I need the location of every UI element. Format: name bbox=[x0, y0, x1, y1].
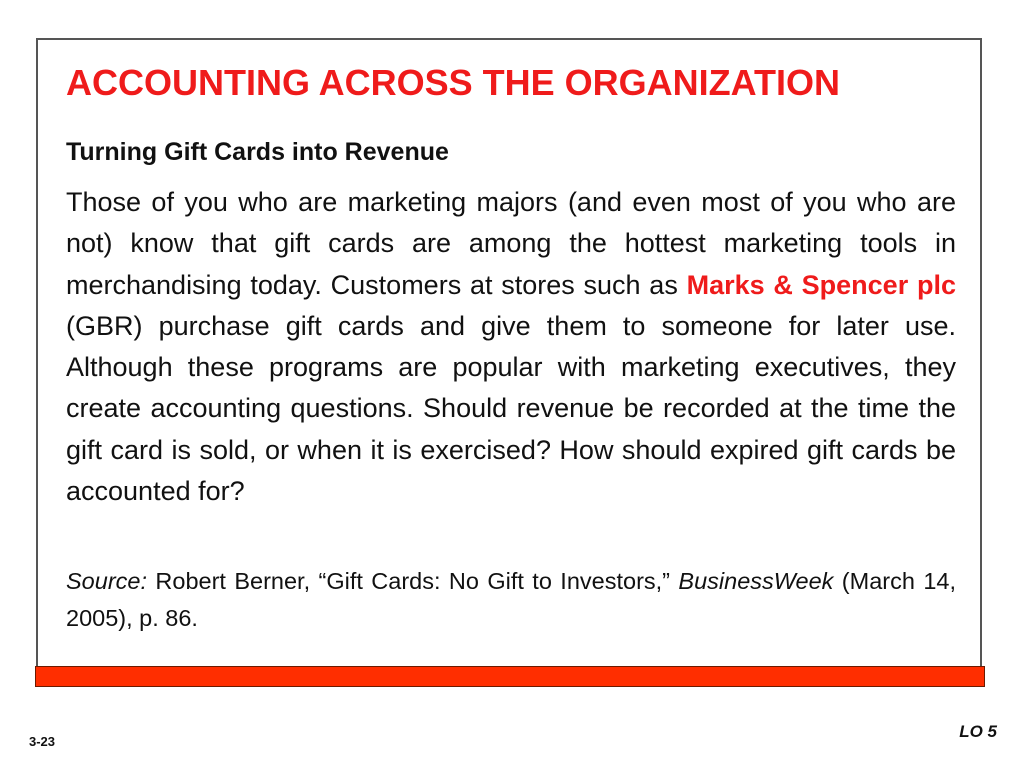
learning-objective-label: LO 5 bbox=[959, 722, 997, 741]
source-citation bbox=[66, 563, 956, 637]
source-label: Source: bbox=[66, 568, 147, 594]
page-number: 3-23 bbox=[29, 734, 56, 749]
source-citation-text: Robert Berner, “Gift Cards: No Gift to Investors,” bbox=[147, 568, 679, 594]
slide-title: ACCOUNTING ACROSS THE ORGANIZATION bbox=[66, 62, 840, 103]
body-text-part-2: (GBR) purchase gift cards and give them to someone for later use. Although these programs are popular with marketing executives, they create accounting questions. Should revenue be recorded at the time the gift card is sold, or when it is exercised? How should expired gift cards be accounted for? bbox=[66, 310, 956, 507]
slide-subtitle: Turning Gift Cards into Revenue bbox=[66, 138, 449, 166]
company-name: Marks & Spencer plc bbox=[686, 269, 956, 300]
source-details: (March 14, 2005), p. 86. bbox=[66, 568, 956, 631]
body-paragraph bbox=[66, 182, 956, 512]
body-text-part-1: Those of you who are marketing majors (and even most of you who are not) know that gift cards are among the hottest marketing tools in merchandising today. Customers at stores such as bbox=[66, 187, 956, 300]
red-accent-bar bbox=[35, 666, 985, 687]
source-publication: BusinessWeek bbox=[678, 568, 834, 594]
